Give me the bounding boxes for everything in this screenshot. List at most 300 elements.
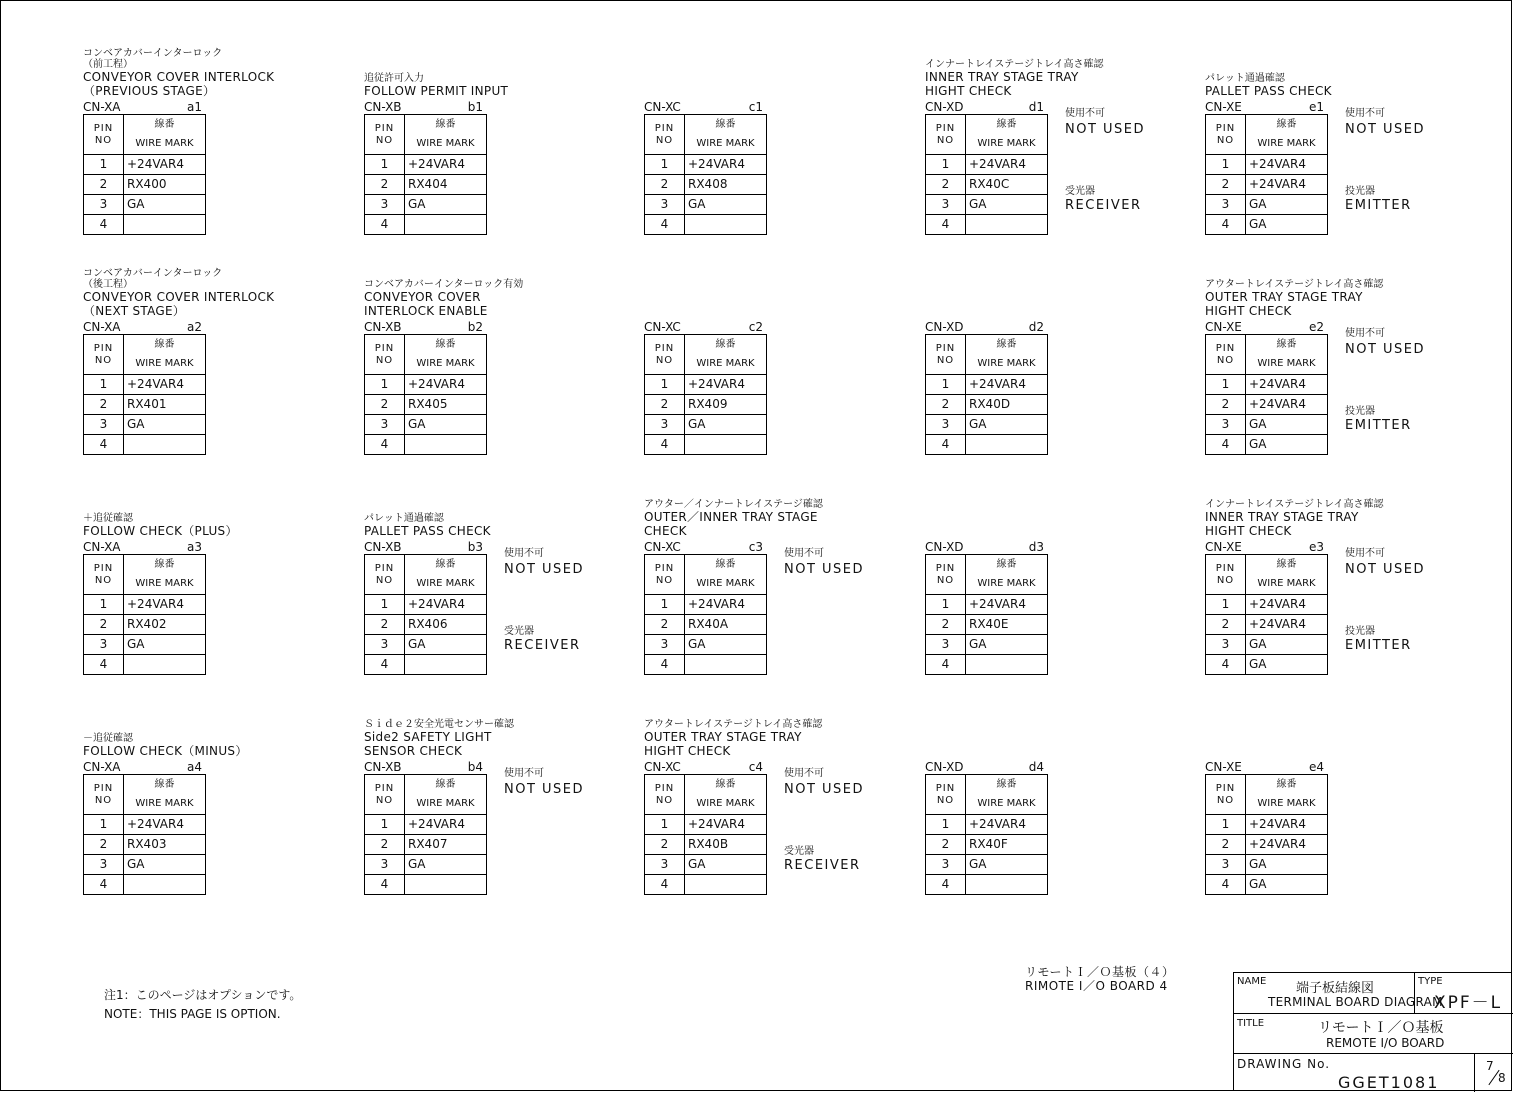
wire-mark: +24VAR4 <box>1246 395 1328 415</box>
pin-header-line1: PIN <box>1215 122 1236 134</box>
device-note-jp: 投光器 <box>1345 626 1375 637</box>
wire-mark-header <box>124 335 206 375</box>
wire-mark: GA <box>124 635 206 655</box>
table-row <box>84 815 206 835</box>
table-row <box>926 815 1048 835</box>
connector-code: c3 <box>748 540 763 554</box>
table-row <box>365 875 487 895</box>
pin-table <box>1205 554 1328 675</box>
table-row <box>84 835 206 855</box>
wire-mark: GA <box>124 855 206 875</box>
wire-mark-header <box>685 775 767 815</box>
wire-header-line2: WIRE MARK <box>696 578 755 589</box>
device-note <box>504 626 654 653</box>
pin-number: 4 <box>645 655 685 675</box>
pin-number: 1 <box>926 375 966 395</box>
pin-number: 3 <box>645 635 685 655</box>
pin-number: 3 <box>645 855 685 875</box>
wire-mark: GA <box>124 195 206 215</box>
table-row <box>84 415 206 435</box>
pin-table-header <box>926 775 1048 815</box>
pin-number: 2 <box>926 395 966 415</box>
block-title <box>364 513 604 538</box>
pin-no-header <box>365 775 405 815</box>
pin-table <box>925 554 1048 675</box>
block-title-jp: パレット通過確認 <box>364 513 444 524</box>
usage-note <box>1345 548 1495 577</box>
wire-mark: RX403 <box>124 835 206 855</box>
pin-header-line2: NO <box>936 134 955 146</box>
pin-number: 3 <box>645 415 685 435</box>
pin-header-line2: NO <box>375 134 394 146</box>
table-row <box>645 855 767 875</box>
wire-mark <box>405 215 487 235</box>
pin-number: 2 <box>365 175 405 195</box>
pin-number: 1 <box>365 815 405 835</box>
wire-mark-header <box>966 115 1048 155</box>
table-row <box>926 155 1048 175</box>
table-row <box>926 375 1048 395</box>
pin-header-line2: NO <box>1216 794 1235 806</box>
pin-number: 3 <box>1206 635 1246 655</box>
connector-id: CN-XB <box>364 320 402 334</box>
pin-number: 4 <box>645 435 685 455</box>
wire-mark-header <box>405 775 487 815</box>
pin-number: 1 <box>365 595 405 615</box>
table-row <box>84 855 206 875</box>
pin-number: 2 <box>84 615 124 635</box>
block-title-jp: インナートレイステージトレイ高さ確認 <box>1205 499 1384 510</box>
wire-mark: +24VAR4 <box>1246 375 1328 395</box>
wire-header-line1: 線番 <box>715 119 736 130</box>
pin-number: 1 <box>84 815 124 835</box>
table-row <box>84 635 206 655</box>
connector-code: b1 <box>467 100 483 114</box>
pin-number: 2 <box>926 615 966 635</box>
pin-number: 1 <box>1206 595 1246 615</box>
pin-table-header <box>365 555 487 595</box>
connector-label <box>644 100 765 114</box>
pin-table-header <box>645 115 767 155</box>
table-row <box>365 395 487 415</box>
pin-table-header <box>1206 335 1328 375</box>
wire-mark <box>966 875 1048 895</box>
pin-table-header <box>84 335 206 375</box>
remote-label-jp: リモートＩ／Ｏ基板（４） <box>1025 965 1175 979</box>
pin-number: 1 <box>645 375 685 395</box>
pin-number: 3 <box>1206 855 1246 875</box>
table-row <box>365 435 487 455</box>
pin-table-header <box>645 775 767 815</box>
usage-note <box>1345 328 1495 357</box>
wire-mark-header <box>405 115 487 155</box>
usage-note <box>1345 108 1495 137</box>
pin-number: 3 <box>365 415 405 435</box>
device-note <box>1065 186 1215 213</box>
device-note <box>1345 406 1495 433</box>
block-title-en: CONVEYOR COVER INTERLOCK （PREVIOUS STAGE） <box>83 70 275 98</box>
pin-number: 4 <box>926 875 966 895</box>
wire-header-line1: 線番 <box>154 119 175 130</box>
pin-header-line1: PIN <box>93 562 114 574</box>
wire-header-line2: WIRE MARK <box>696 798 755 809</box>
pin-number: 3 <box>84 195 124 215</box>
pin-number: 3 <box>926 415 966 435</box>
usage-note-jp: 使用不可 <box>504 548 544 559</box>
wire-mark: +24VAR4 <box>966 815 1048 835</box>
pin-number: 1 <box>926 595 966 615</box>
wire-mark <box>124 655 206 675</box>
pin-no-header <box>365 555 405 595</box>
pin-number: 3 <box>645 195 685 215</box>
wire-header-line1: 線番 <box>996 119 1017 130</box>
wire-header-line2: WIRE MARK <box>416 578 475 589</box>
connector-id: CN-XD <box>925 100 964 114</box>
pin-no-header <box>645 775 685 815</box>
block-title-jp: Ｓｉｄｅ２安全光電センサー確認 <box>364 719 514 730</box>
table-row <box>926 855 1048 875</box>
pin-header-line1: PIN <box>935 122 956 134</box>
wire-header-line1: 線番 <box>154 559 175 570</box>
pin-header-line2: NO <box>655 134 674 146</box>
block-title <box>83 48 323 98</box>
wire-mark: +24VAR4 <box>405 155 487 175</box>
device-note-jp: 投光器 <box>1345 406 1375 417</box>
table-row <box>84 195 206 215</box>
wire-mark <box>124 435 206 455</box>
wire-mark-header <box>124 775 206 815</box>
connector-id: CN-XE <box>1205 320 1242 334</box>
table-row <box>365 375 487 395</box>
wire-mark-header <box>966 555 1048 595</box>
pin-header-line1: PIN <box>654 782 675 794</box>
usage-note <box>504 548 654 577</box>
table-row <box>645 395 767 415</box>
wire-mark: +24VAR4 <box>124 375 206 395</box>
wire-mark <box>966 435 1048 455</box>
pin-number: 3 <box>84 855 124 875</box>
table-row <box>84 655 206 675</box>
wire-mark: RX404 <box>405 175 487 195</box>
table-row <box>1206 875 1328 895</box>
connector-code: c2 <box>748 320 763 334</box>
wire-header-line2: WIRE MARK <box>135 138 194 149</box>
table-row <box>926 655 1048 675</box>
table-row <box>645 415 767 435</box>
block-title-jp: アウタートレイステージトレイ高さ確認 <box>644 719 823 730</box>
wire-header-line2: WIRE MARK <box>416 358 475 369</box>
wire-mark: RX408 <box>685 175 767 195</box>
table-row <box>1206 635 1328 655</box>
pin-number: 1 <box>365 375 405 395</box>
wire-mark: RX400 <box>124 175 206 195</box>
connector-label <box>925 760 1046 774</box>
pin-number: 2 <box>1206 175 1246 195</box>
pin-header-line1: PIN <box>935 342 956 354</box>
name-jp: 端子板結線図 <box>1296 981 1375 996</box>
wire-header-line1: 線番 <box>1276 119 1297 130</box>
page-footnote <box>104 986 301 1024</box>
connector-id: CN-XA <box>83 100 121 114</box>
block-title <box>83 268 323 318</box>
wire-mark: GA <box>405 415 487 435</box>
block-title-en: PALLET PASS CHECK <box>1205 84 1332 98</box>
device-note <box>1345 626 1495 653</box>
pin-table-header <box>84 555 206 595</box>
pin-header-line2: NO <box>375 574 394 586</box>
wire-mark: GA <box>405 195 487 215</box>
connector-code: d1 <box>1028 100 1044 114</box>
pin-table <box>1205 114 1328 235</box>
usage-note-en: NOT USED <box>504 782 585 797</box>
wire-mark: +24VAR4 <box>124 815 206 835</box>
connector-code: e3 <box>1308 540 1324 554</box>
pin-header-line1: PIN <box>1215 782 1236 794</box>
wire-mark: GA <box>1246 435 1328 455</box>
wire-mark-header <box>124 555 206 595</box>
block-title-en: Side2 SAFETY LIGHT SENSOR CHECK <box>364 730 492 758</box>
table-row <box>645 215 767 235</box>
connector-code: d2 <box>1028 320 1044 334</box>
table-row <box>926 435 1048 455</box>
device-note-en: RECEIVER <box>1065 198 1142 213</box>
pin-number: 2 <box>365 835 405 855</box>
wire-mark: GA <box>405 635 487 655</box>
block-title <box>1205 279 1445 318</box>
block-title <box>1205 73 1445 98</box>
usage-note-en: NOT USED <box>784 562 865 577</box>
table-row <box>1206 815 1328 835</box>
pin-header-line2: NO <box>1216 354 1235 366</box>
block-title-jp: コンベアカバーインターロック （前工程） <box>83 48 223 70</box>
connector-label <box>644 760 765 774</box>
pin-number: 4 <box>926 655 966 675</box>
wire-mark <box>685 215 767 235</box>
block-title-en: OUTER／INNER TRAY STAGE CHECK <box>644 510 818 538</box>
block-title-jp: コンベアカバーインターロック有効 <box>364 279 524 290</box>
block-title-jp: －追従確認 <box>83 733 133 744</box>
pin-number: 4 <box>365 215 405 235</box>
wire-header-line1: 線番 <box>715 339 736 350</box>
connector-label <box>364 100 485 114</box>
pin-table <box>83 114 206 235</box>
pin-table-header <box>365 775 487 815</box>
pin-table-header <box>645 335 767 375</box>
table-row <box>645 435 767 455</box>
table-row <box>926 835 1048 855</box>
wire-mark: +24VAR4 <box>1246 835 1328 855</box>
pin-no-header <box>926 775 966 815</box>
wire-mark: +24VAR4 <box>405 375 487 395</box>
wire-mark: +24VAR4 <box>124 155 206 175</box>
table-row <box>1206 855 1328 875</box>
wire-header-line2: WIRE MARK <box>696 138 755 149</box>
connector-id: CN-XC <box>644 760 681 774</box>
drawing-number: GGET1081 <box>1338 1073 1440 1092</box>
pin-table <box>925 114 1048 235</box>
connector-label <box>644 540 765 554</box>
block-title-jp: パレット通過確認 <box>1205 73 1285 84</box>
pin-header-line1: PIN <box>1215 342 1236 354</box>
usage-note-en: NOT USED <box>1345 342 1426 357</box>
usage-note-en: NOT USED <box>1345 122 1426 137</box>
wire-mark <box>405 435 487 455</box>
connector-label <box>1205 760 1326 774</box>
pin-table-header <box>926 335 1048 375</box>
block-title <box>83 733 323 758</box>
wire-mark: RX401 <box>124 395 206 415</box>
wire-header-line1: 線番 <box>996 779 1017 790</box>
pin-no-header <box>84 115 124 155</box>
pin-table-header <box>84 115 206 155</box>
block-title <box>925 59 1165 98</box>
block-title <box>644 719 884 758</box>
table-row <box>926 595 1048 615</box>
pin-table <box>925 774 1048 895</box>
table-row <box>1206 175 1328 195</box>
block-title <box>364 279 604 318</box>
wire-mark: GA <box>966 195 1048 215</box>
pin-no-header <box>84 775 124 815</box>
pin-table <box>644 554 767 675</box>
wire-mark <box>124 875 206 895</box>
wire-mark: +24VAR4 <box>1246 815 1328 835</box>
pin-header-line2: NO <box>655 794 674 806</box>
usage-note-jp: 使用不可 <box>1345 548 1385 559</box>
pin-header-line1: PIN <box>93 122 114 134</box>
pin-no-header <box>84 335 124 375</box>
pin-number: 4 <box>1206 435 1246 455</box>
wire-mark: +24VAR4 <box>966 155 1048 175</box>
pin-number: 2 <box>645 395 685 415</box>
wire-mark-header <box>1246 115 1328 155</box>
wire-mark: +24VAR4 <box>685 815 767 835</box>
wire-mark: GA <box>966 855 1048 875</box>
wire-mark: GA <box>1246 195 1328 215</box>
connector-label <box>83 100 204 114</box>
pin-no-header <box>84 555 124 595</box>
wire-mark <box>405 875 487 895</box>
block-title <box>644 499 884 538</box>
pin-header-line2: NO <box>94 134 113 146</box>
table-row <box>84 615 206 635</box>
table-row <box>645 615 767 635</box>
pin-number: 4 <box>1206 875 1246 895</box>
table-row <box>645 875 767 895</box>
wire-mark: +24VAR4 <box>405 595 487 615</box>
pin-number: 1 <box>645 815 685 835</box>
connector-label <box>925 320 1046 334</box>
pin-number: 1 <box>1206 375 1246 395</box>
pin-number: 2 <box>926 835 966 855</box>
device-note-en: RECEIVER <box>784 858 861 873</box>
wire-header-line1: 線番 <box>1276 779 1297 790</box>
table-row <box>645 175 767 195</box>
wire-mark: RX409 <box>685 395 767 415</box>
device-note-jp: 受光器 <box>1065 186 1095 197</box>
table-row <box>926 395 1048 415</box>
pin-header-line2: NO <box>936 574 955 586</box>
connector-label <box>1205 540 1326 554</box>
connector-label <box>925 100 1046 114</box>
pin-number: 1 <box>1206 815 1246 835</box>
block-title-en: FOLLOW CHECK（MINUS） <box>83 744 248 758</box>
wire-mark: RX406 <box>405 615 487 635</box>
wire-header-line1: 線番 <box>435 339 456 350</box>
pin-no-header <box>1206 115 1246 155</box>
block-title-jp: 追従許可入力 <box>364 73 424 84</box>
wire-header-line1: 線番 <box>1276 559 1297 570</box>
usage-note <box>784 548 934 577</box>
table-row <box>365 215 487 235</box>
wire-mark-header <box>405 335 487 375</box>
usage-note-en: NOT USED <box>504 562 585 577</box>
pin-table <box>364 554 487 675</box>
wire-header-line2: WIRE MARK <box>135 578 194 589</box>
connector-label <box>83 760 204 774</box>
connector-code: c4 <box>748 760 763 774</box>
connector-code: a1 <box>187 100 202 114</box>
wire-mark: RX407 <box>405 835 487 855</box>
connector-id: CN-XA <box>83 320 121 334</box>
wire-header-line2: WIRE MARK <box>1257 138 1316 149</box>
table-row <box>645 195 767 215</box>
connector-label <box>364 760 485 774</box>
pin-number: 4 <box>365 435 405 455</box>
pin-header-line1: PIN <box>374 342 395 354</box>
block-title-en: FOLLOW CHECK（PLUS） <box>83 524 238 538</box>
pin-number: 1 <box>926 815 966 835</box>
page-total: 8 <box>1498 1071 1506 1085</box>
wire-mark <box>685 875 767 895</box>
pin-number: 2 <box>645 175 685 195</box>
pin-table-header <box>926 555 1048 595</box>
wire-mark-header <box>966 335 1048 375</box>
wire-header-line2: WIRE MARK <box>977 138 1036 149</box>
pin-table <box>644 114 767 235</box>
wire-header-line2: WIRE MARK <box>135 798 194 809</box>
wire-header-line1: 線番 <box>715 779 736 790</box>
pin-table <box>925 334 1048 455</box>
table-row <box>365 175 487 195</box>
table-row <box>1206 215 1328 235</box>
pin-number: 3 <box>84 415 124 435</box>
pin-number: 4 <box>84 215 124 235</box>
pin-header-line1: PIN <box>654 342 675 354</box>
block-title <box>1205 499 1445 538</box>
pin-header-line2: NO <box>936 354 955 366</box>
wire-header-line2: WIRE MARK <box>1257 798 1316 809</box>
wire-mark <box>124 215 206 235</box>
pin-header-line1: PIN <box>93 342 114 354</box>
wire-mark-header <box>1246 335 1328 375</box>
table-row <box>926 195 1048 215</box>
connector-id: CN-XC <box>644 100 681 114</box>
title-jp: リモートＩ／Ｏ基板 <box>1318 1020 1444 1036</box>
pin-header-line2: NO <box>1216 134 1235 146</box>
connector-id: CN-XE <box>1205 100 1242 114</box>
connector-id: CN-XD <box>925 320 964 334</box>
wire-mark: RX40F <box>966 835 1048 855</box>
pin-header-line1: PIN <box>374 562 395 574</box>
pin-header-line1: PIN <box>1215 562 1236 574</box>
table-row <box>1206 375 1328 395</box>
pin-header-line2: NO <box>936 794 955 806</box>
pin-table-header <box>1206 115 1328 155</box>
connector-id: CN-XE <box>1205 540 1242 554</box>
pin-no-header <box>645 115 685 155</box>
pin-number: 1 <box>645 155 685 175</box>
